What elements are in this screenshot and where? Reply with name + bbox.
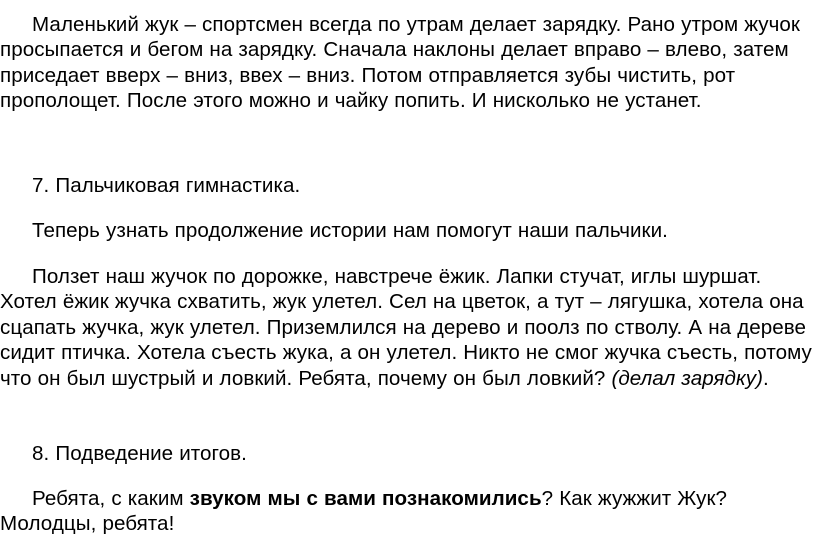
paragraph-closing	[0, 486, 812, 537]
closing-start: Ребята, с каким	[32, 487, 190, 510]
story-end-punctuation: .	[762, 366, 769, 390]
paragraph-story-intro: Маленький жук – спортсмен всегда по утрам делает зарядку. Рано утром жучок просыпается и бегом на зарядку. Сначала наклоны делает вправо – влево, затем приседает вверх – вниз, ввех – вниз. Потом отправляется зубы чистить, рот прополощет. После этого можно и чайку попить. И нисколько не устанет.	[0, 13, 800, 113]
paragraph-story-continuation: Теперь узнать продолжение истории нам помогут наши пальчики.	[32, 219, 668, 242]
section-heading-summary: 8. Подведение итогов.	[32, 442, 247, 465]
answer-italic: (делал зарядку)	[611, 366, 763, 390]
section-heading-finger-gymnastics: 7. Пальчиковая гимнастика.	[32, 174, 301, 197]
story-text: Ползет наш жучок по дорожке, навстрече ёжик. Лапки стучат, иглы шуршат. Хотел ёжик жучка схватить, жук улетел. Сел на цветок, а тут – лягушка, хотела она сцапать жучка, жук улетел. Приземлился на дерево и поолз по стволу. А на дереве сидит птичка. Хотела съесть жука, а он улетел. Никто не смог жучка съесть, потому что он был шустрый и ловкий. Ребята, почему он был ловкий?	[0, 265, 812, 390]
closing-bold: звуком мы с вами познакомились	[189, 487, 542, 510]
closing-end: ? Как жужжит Жук?Молодцы, ребята!	[0, 487, 728, 536]
paragraph-hedgehog-story	[0, 264, 812, 391]
